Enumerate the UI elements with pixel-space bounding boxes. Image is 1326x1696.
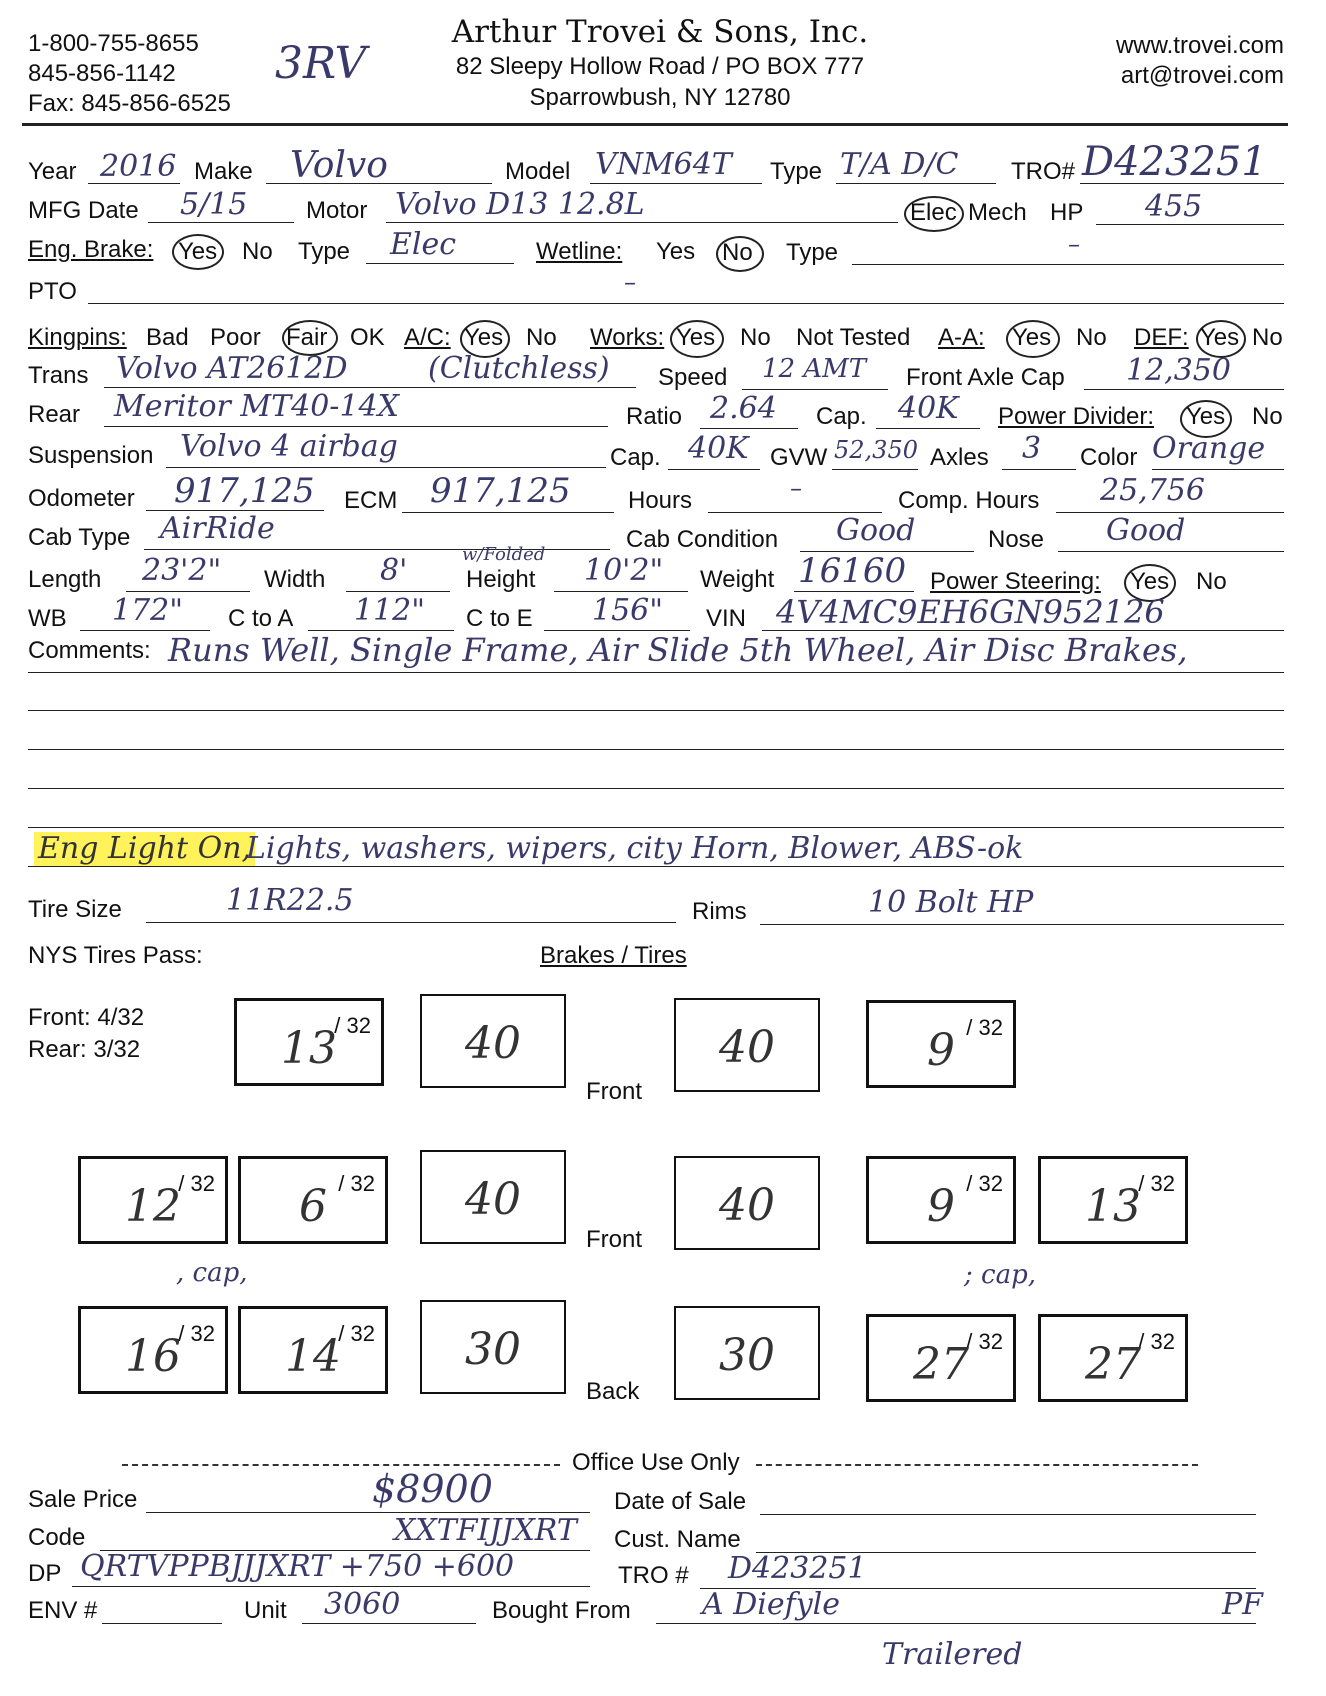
- works-no: No: [740, 324, 771, 351]
- power-steering-label: Power Steering:: [930, 568, 1101, 595]
- year-label: Year: [28, 158, 77, 185]
- phone-2: 845-856-1142: [28, 60, 176, 87]
- hours-label: Hours: [628, 487, 693, 514]
- weight-label: Weight: [700, 566, 775, 593]
- motor-value: Volvo D13 12.8L: [395, 187, 645, 222]
- elec-option: Elec: [910, 199, 957, 226]
- tire-drive2-left-outer: / 32 16: [78, 1306, 228, 1394]
- length-value: 23'2": [142, 553, 222, 588]
- speed-label: Speed: [658, 364, 728, 391]
- hp-label: HP: [1050, 199, 1084, 226]
- model-value: VNM64T: [595, 147, 732, 182]
- works-label: Works:: [590, 324, 665, 351]
- tire-drive1-right-inner: / 32 9: [866, 1156, 1016, 1244]
- length-label: Length: [28, 566, 102, 593]
- tire-size-value: 11R22.5: [226, 883, 354, 918]
- rear-cap-label: Cap.: [816, 403, 867, 430]
- date-of-sale-label: Date of Sale: [614, 1488, 747, 1515]
- weight-value: 16160: [798, 551, 907, 591]
- rear-requirement: Rear: 3/32: [28, 1036, 141, 1063]
- brake-front-left: 40: [420, 994, 566, 1088]
- sale-price-value: $8900: [372, 1467, 493, 1511]
- comp-hours-label: Comp. Hours: [898, 487, 1040, 514]
- tire-size-label: Tire Size: [28, 896, 122, 923]
- eng-brake-label: Eng. Brake:: [28, 236, 154, 263]
- model-label: Model: [505, 158, 571, 185]
- pto-label: PTO: [28, 278, 77, 305]
- trans-label: Trans: [28, 362, 89, 389]
- make-value: Volvo: [290, 145, 388, 186]
- header-rule: [22, 123, 1288, 126]
- wb-value: 172": [112, 593, 184, 628]
- rear-cap-value: 40K: [898, 391, 959, 426]
- trans-note: (Clutchless): [428, 351, 610, 386]
- trans-value: Volvo AT2612D: [116, 351, 348, 386]
- vin-label: VIN: [706, 605, 747, 632]
- nys-tires-pass-label: NYS Tires Pass:: [28, 942, 203, 969]
- rear-value: Meritor MT40-14X: [114, 389, 399, 424]
- suspension-cap-value: 40K: [688, 431, 749, 466]
- brake-drive2-left: 30: [420, 1300, 566, 1394]
- rear-label: Rear: [28, 401, 81, 428]
- gvw-label: GVW: [770, 444, 828, 471]
- front-requirement: Front: 4/32: [28, 1004, 145, 1031]
- power-steering-yes: Yes: [1130, 568, 1170, 595]
- eng-brake-type-value: Elec: [390, 227, 457, 262]
- kingpins-label: Kingpins:: [28, 324, 127, 351]
- tire-drive1-left-outer: / 32 12: [78, 1156, 228, 1244]
- power-divider-yes: Yes: [1186, 403, 1226, 430]
- website: www.trovei.com: [1115, 32, 1284, 59]
- c-to-e-label: C to E: [466, 605, 533, 632]
- back-axle-label: Back: [586, 1378, 640, 1405]
- phone-1: 1-800-755-8655: [28, 30, 199, 57]
- sale-price-label: Sale Price: [28, 1486, 138, 1513]
- eng-brake-yes: Yes: [178, 238, 218, 265]
- color-value: Orange: [1152, 431, 1266, 466]
- works-yes: Yes: [676, 324, 716, 351]
- width-label: Width: [264, 566, 326, 593]
- cab-condition-label: Cab Condition: [626, 526, 779, 553]
- height-value: 10'2": [584, 553, 664, 588]
- cust-name-label: Cust. Name: [614, 1526, 741, 1553]
- speed-value: 12 AMT: [762, 354, 867, 384]
- address-line-1: 82 Sleepy Hollow Road / PO BOX 777: [455, 53, 865, 80]
- dp-value: QRTVPPBJJJXRT +750 +600: [80, 1549, 515, 1584]
- front-axle-cap-value: 12,350: [1126, 353, 1231, 388]
- height-label: Height: [466, 566, 536, 593]
- def-no: No: [1252, 324, 1283, 351]
- power-divider-no: No: [1252, 403, 1283, 430]
- kingpins-fair: Fair: [286, 324, 328, 351]
- office-tro-label: TRO #: [618, 1562, 689, 1589]
- brakes-tires-heading: Brakes / Tires: [540, 942, 687, 969]
- tire-drive1-left-inner: / 32 6: [238, 1156, 388, 1244]
- ratio-label: Ratio: [626, 403, 683, 430]
- pto-value: –: [624, 268, 636, 296]
- tire-drive2-right-outer: / 32 27: [1038, 1314, 1188, 1402]
- ratio-value: 2.64: [710, 391, 777, 426]
- comments-text: Runs Well, Single Frame, Air Slide 5th Wheel, Air Disc Brakes,: [168, 631, 1188, 669]
- c-to-e-value: 156": [592, 593, 664, 628]
- eng-light-note: Eng Light On,: [34, 832, 255, 866]
- wetline-type-label: Type: [786, 239, 839, 266]
- height-note: w/Folded: [462, 544, 546, 565]
- front-axle-cap-label: Front Axle Cap: [906, 364, 1065, 391]
- wb-label: WB: [28, 605, 67, 632]
- nose-value: Good: [1106, 513, 1186, 548]
- rims-label: Rims: [692, 898, 747, 925]
- address-line-2: Sparrowbush, NY 12780: [529, 84, 791, 111]
- type-label: Type: [770, 158, 823, 185]
- suspension-cap-label: Cap.: [610, 444, 661, 471]
- brake-drive1-right: 40: [674, 1156, 820, 1250]
- tire-front-right: / 32 9: [866, 1000, 1016, 1088]
- wetline-yes: Yes: [656, 238, 696, 265]
- tire-drive2-right-inner: / 32 27: [866, 1314, 1016, 1402]
- color-label: Color: [1080, 444, 1138, 471]
- kingpins-poor: Poor: [210, 324, 261, 351]
- tro-value: D423251: [1082, 139, 1267, 185]
- gvw-value: 52,350: [834, 436, 918, 464]
- tire-front-left: / 32 13: [234, 998, 384, 1086]
- c-to-a-value: 112": [354, 593, 426, 628]
- code-value: XXTFIJJXRT: [394, 1513, 577, 1548]
- ac-yes: Yes: [464, 324, 504, 351]
- tire-drive1-right-outer: / 32 13: [1038, 1156, 1188, 1244]
- width-value: 8': [380, 553, 408, 588]
- brake-drive1-left: 40: [420, 1150, 566, 1244]
- motor-label: Motor: [306, 197, 368, 224]
- ecm-label: ECM: [344, 487, 398, 514]
- eng-brake-no: No: [242, 238, 273, 265]
- power-steering-no: No: [1196, 568, 1227, 595]
- rims-value: 10 Bolt HP: [868, 885, 1034, 920]
- office-tro-value: D423251: [728, 1551, 867, 1586]
- tire-drive2-left-inner: / 32 14: [238, 1306, 388, 1394]
- works-not-tested: Not Tested: [796, 324, 911, 351]
- env-label: ENV #: [28, 1597, 98, 1624]
- cab-type-label: Cab Type: [28, 524, 131, 551]
- wetline-type-value: –: [1068, 230, 1080, 258]
- brake-drive2-right: 30: [674, 1306, 820, 1400]
- nose-label: Nose: [988, 526, 1045, 553]
- aa-label: A-A:: [938, 324, 985, 351]
- def-yes: Yes: [1200, 324, 1240, 351]
- trailered-note: Trailered: [882, 1637, 1023, 1672]
- cap-note-left: , cap,: [176, 1258, 248, 1288]
- unit-value: 3060: [324, 1587, 401, 1622]
- bought-from-label: Bought From: [492, 1597, 631, 1624]
- axles-value: 3: [1022, 431, 1042, 466]
- make-label: Make: [194, 158, 253, 185]
- odometer-value: 917,125: [174, 471, 315, 511]
- dp-label: DP: [28, 1560, 62, 1587]
- comments-label: Comments:: [28, 637, 151, 664]
- ac-label: A/C:: [404, 324, 451, 351]
- kingpins-ok: OK: [350, 324, 385, 351]
- cab-condition-value: Good: [836, 513, 916, 548]
- email: art@trovei.com: [1120, 62, 1284, 89]
- unit-label: Unit: [244, 1597, 287, 1624]
- front-axle-label-2: Front: [586, 1226, 643, 1253]
- year-value: 2016: [100, 149, 177, 184]
- initials: PF: [1222, 1587, 1264, 1622]
- bought-from-value: A Diefyle: [702, 1587, 841, 1622]
- c-to-a-label: C to A: [228, 605, 294, 632]
- comments-text-2: Lights, washers, wipers, city Horn, Blower, ABS-ok: [246, 831, 1024, 866]
- comp-hours-value: 25,756: [1100, 473, 1205, 508]
- suspension-label: Suspension: [28, 442, 154, 469]
- vin-value: 4V4MC9EH6GN952126: [776, 593, 1165, 631]
- eng-brake-type-label: Type: [298, 238, 351, 265]
- hours-value: –: [790, 474, 802, 502]
- fax: Fax: 845-856-6525: [28, 90, 231, 117]
- ac-no: No: [526, 324, 557, 351]
- kingpins-bad: Bad: [146, 324, 189, 351]
- def-label: DEF:: [1134, 324, 1189, 351]
- handwritten-code: 3RV: [275, 38, 367, 89]
- aa-yes: Yes: [1012, 324, 1052, 351]
- ecm-value: 917,125: [430, 471, 571, 511]
- cab-type-value: AirRide: [160, 511, 275, 546]
- aa-no: No: [1076, 324, 1107, 351]
- type-value: T/A D/C: [840, 147, 959, 182]
- suspension-value: Volvo 4 airbag: [180, 429, 398, 464]
- mfg-date-label: MFG Date: [28, 197, 139, 224]
- office-use-title: Office Use Only: [572, 1449, 740, 1476]
- wetline-label: Wetline:: [536, 238, 623, 265]
- company-name: Arthur Trovei & Sons, Inc.: [451, 14, 869, 50]
- cap-note-right: ; cap,: [964, 1260, 1036, 1290]
- mfg-date-value: 5/15: [180, 187, 248, 222]
- axles-label: Axles: [930, 444, 989, 471]
- mech-option: Mech: [968, 199, 1027, 226]
- hp-value: 455: [1145, 189, 1203, 224]
- front-axle-label-1: Front: [586, 1078, 643, 1105]
- code-label: Code: [28, 1524, 86, 1551]
- odometer-label: Odometer: [28, 485, 135, 512]
- tro-label: TRO#: [1011, 158, 1076, 185]
- brake-front-right: 40: [674, 998, 820, 1092]
- power-divider-label: Power Divider:: [998, 403, 1155, 430]
- wetline-no: No: [722, 239, 753, 266]
